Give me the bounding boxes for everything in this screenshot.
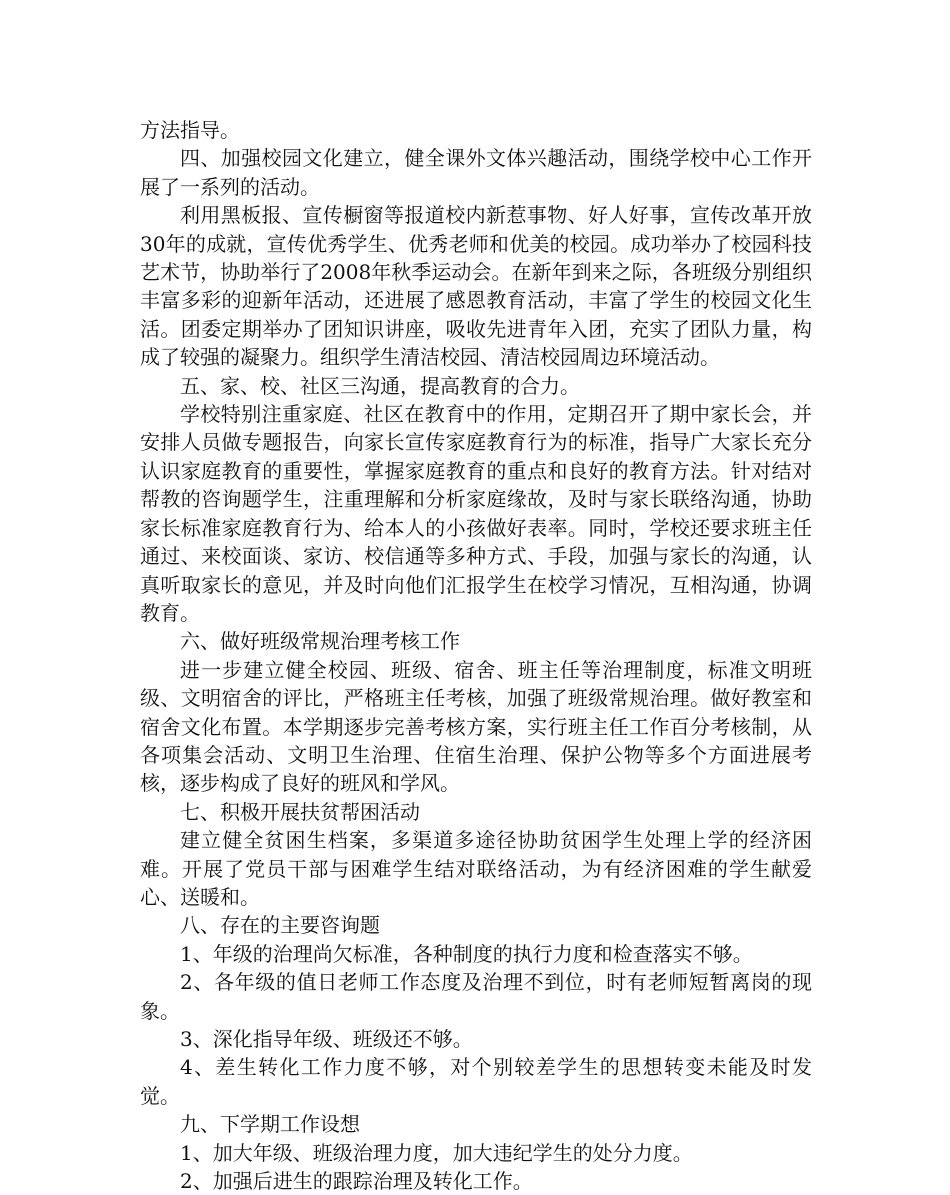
problem-item-2: 2、各年级的值日老师工作态度及治理不到位，时有老师短暂离岗的现象。 — [140, 970, 812, 1023]
problem-item-1: 1、年级的治理尚欠标准，各种制度的执行力度和检查落实不够。 — [180, 941, 753, 966]
document-body — [140, 116, 812, 1195]
problem-item-4: 4、差生转化工作力度不够，对个别较差学生的思想转变未能及时发觉。 — [140, 1055, 812, 1108]
paragraph-continuation: 方法指导。 — [140, 118, 240, 142]
section-heading-7: 七、积极开展扶贫帮困活动 — [180, 799, 420, 824]
paragraph-campus-culture: 利用黑板报、宣传橱窗等报道校内新惹事物、好人好事，宣传改革开放30年的成就，宣传优秀学生、优秀老师和优美的校园。成功举办了校园科技艺术节，协助举行了2008年秋季运动会。在新年到来之际，各班级分别组织丰富多彩的迎新年活动，还进展了感恩教育活动，丰富了学生的校园文化生活。团委定期举办了团知识讲座，吸收先进青年入团，充实了团队力量，构成了较强的凝聚力。组织学生清洁校园、清洁校园周边环境活动。 — [140, 203, 812, 370]
section-heading-8: 八、存在的主要咨询题 — [180, 913, 380, 938]
paragraph-home-school: 学校特别注重家庭、社区在教育中的作用，定期召开了期中家长会，并安排人员做专题报告，向家长宣传家庭教育行为的标准，指导广大家长充分认识家庭教育的重要性，掌握家庭教育的重点和良好的教育方法。针对结对帮教的咨询题学生，注重理解和分析家庭缘故，及时与家长联络沟通，协助家长标准家庭教育行为、给本人的小孩做好表率。同时，学校还要求班主任通过、来校面谈、家访、校信通等多种方式、手段，加强与家长的沟通，认真听取家长的意见，并及时向他们汇报学生在校学习情况，互相沟通，协调教育。 — [140, 402, 812, 625]
section-heading-6: 六、做好班级常规治理考核工作 — [180, 629, 460, 654]
paragraph-poverty-aid: 建立健全贫困生档案，多渠道多途径协助贫困学生处理上学的经济困难。开展了党员干部与困难学生结对联络活动，为有经济困难的学生献爱心、送暖和。 — [140, 828, 812, 909]
section-heading-5: 五、家、校、社区三沟通，提高教育的合力。 — [180, 373, 580, 398]
problem-item-3: 3、深化指导年级、班级还不够。 — [180, 1027, 473, 1051]
section-heading-4: 四、加强校园文化建立，健全课外文体兴趣活动，围绕学校中心工作开展了一系列的活动。 — [140, 146, 812, 199]
plan-item-2: 2、加强后进生的跟踪治理及转化工作。 — [180, 1169, 533, 1194]
paragraph-class-management: 进一步建立健全校园、班级、宿舍、班主任等治理制度，标准文明班级、文明宿舍的评比，严格班主任考核，加强了班级常规治理。做好教室和宿舍文化布置。本学期逐步完善考核方案，实行班主任工作百分考核制，从各项集会活动、文明卫生治理、住宿生治理、保护公物等多个方面进展考核，逐步构成了良好的班风和学风。 — [140, 657, 812, 796]
section-heading-9: 九、下学期工作设想 — [180, 1112, 360, 1137]
plan-item-1: 1、加大年级、班级治理力度，加大违纪学生的处分力度。 — [180, 1140, 693, 1165]
